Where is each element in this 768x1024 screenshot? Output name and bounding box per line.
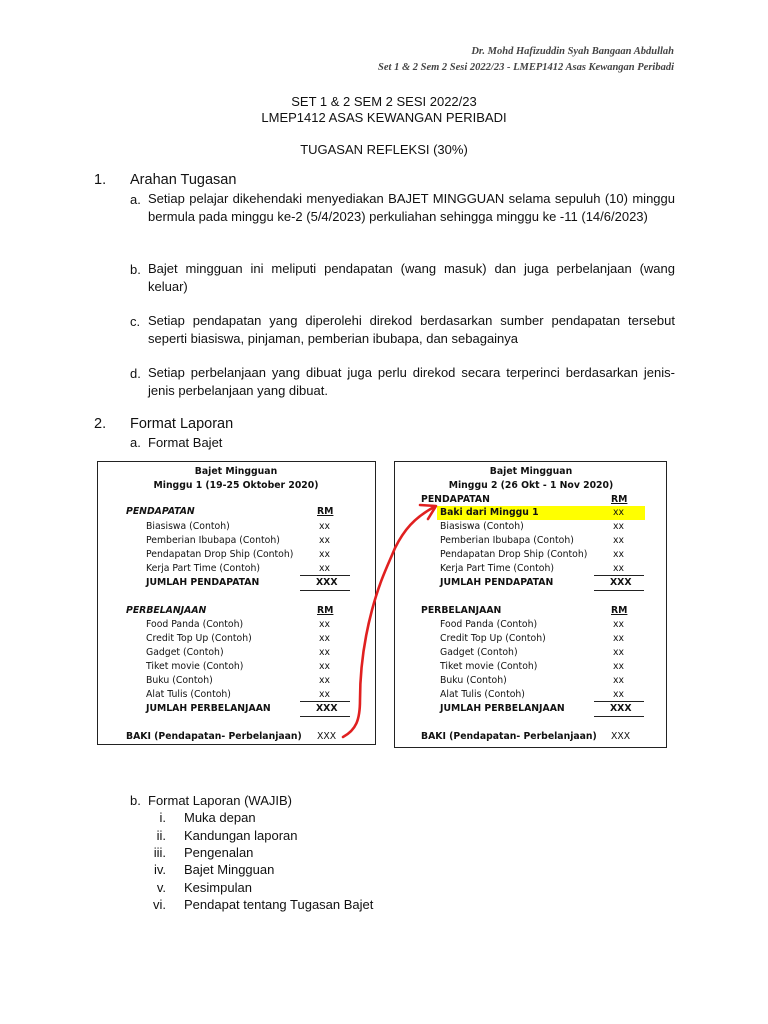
- budget2-subtitle: Minggu 2 (26 Okt - 1 Nov 2020): [448, 480, 614, 491]
- budget2-expense-value: xx: [613, 661, 625, 672]
- budget2-income-total-value: XXX: [610, 577, 632, 588]
- section2-b-letter: b.: [130, 793, 141, 808]
- budget2-expense-value: xx: [613, 619, 625, 630]
- report-item-text: Kesimpulan: [184, 880, 252, 895]
- budget1-expense-label: Tiket movie (Contoh): [146, 661, 244, 672]
- section2-number: 2.: [94, 416, 107, 432]
- section1-title: Arahan Tugasan: [130, 172, 237, 188]
- doc-title-line1: SET 1 & 2 SEM 2 SESI 2022/23: [291, 94, 477, 109]
- report-item-roman: vi.: [153, 897, 166, 912]
- budget2-expense-label: Tiket movie (Contoh): [440, 661, 538, 672]
- report-item-text: Bajet Mingguan: [184, 862, 275, 877]
- report-item-roman: v.: [156, 880, 166, 895]
- budget2-income-total-label: JUMLAH PENDAPATAN: [440, 577, 554, 588]
- budget1-expense-label: Gadget (Contoh): [146, 647, 224, 658]
- report-item-text: Pendapat tentang Tugasan Bajet: [184, 897, 374, 912]
- budget2-income-label: Pendapatan Drop Ship (Contoh): [440, 549, 588, 560]
- report-item-roman: iv.: [153, 862, 166, 877]
- budget1-balance-value: XXX: [317, 731, 337, 742]
- budget1-expense-label: Buku (Contoh): [146, 675, 213, 686]
- item-d-letter: d.: [130, 366, 141, 381]
- budget1-title: Bajet Mingguan: [194, 466, 278, 477]
- budget1-income-label: Pemberian Ibubapa (Contoh): [146, 535, 280, 546]
- budget1-income-label: Biasiswa (Contoh): [146, 521, 230, 532]
- budget2-income-label: Pemberian Ibubapa (Contoh): [440, 535, 574, 546]
- budget1-expense-total-value: XXX: [316, 703, 338, 714]
- budget1-expense-value: xx: [319, 689, 331, 700]
- section2-a-title: Format Bajet: [148, 435, 223, 450]
- budget1-expense-value: xx: [319, 647, 331, 658]
- budget2-expense-label: Food Panda (Contoh): [440, 619, 538, 630]
- budget2-expense-value: xx: [613, 633, 625, 644]
- doc-title-line3: TUGASAN REFLEKSI (30%): [300, 142, 468, 157]
- section1-number: 1.: [94, 172, 107, 188]
- item-a-letter: a.: [130, 192, 141, 207]
- item-b-text: Bajet mingguan ini meliputi pendapatan (wang masuk) dan juga perbelanjaan (wang keluar): [148, 261, 675, 294]
- budget1-income-heading: PENDAPATAN: [126, 506, 195, 517]
- budget1-income-value: xx: [319, 521, 331, 532]
- doc-title-line2: LMEP1412 ASAS KEWANGAN PERIBADI: [261, 110, 507, 125]
- report-item-roman: i.: [159, 810, 166, 825]
- budget2-income-value: xx: [613, 549, 625, 560]
- report-item-roman: iii.: [153, 845, 166, 860]
- budget1-expense-value: xx: [319, 633, 331, 644]
- budget2-expense-total-label: JUMLAH PERBELANJAAN: [440, 703, 565, 714]
- header-course-line: Set 1 & 2 Sem 2 Sesi 2022/23 - LMEP1412 Asas Kewangan Peribadi: [378, 62, 674, 73]
- budget1-expense-value: xx: [319, 619, 331, 630]
- report-item-text: Kandungan laporan: [184, 828, 298, 843]
- budget2-rm-expense: RM: [611, 605, 628, 616]
- header-author: Dr. Mohd Hafizuddin Syah Bangaan Abdullah: [471, 46, 674, 57]
- budget2-expense-heading: PERBELANJAAN: [421, 605, 502, 616]
- budget1-income-label: Kerja Part Time (Contoh): [146, 563, 260, 574]
- budget2-income-value: xx: [613, 521, 625, 532]
- budget1-expense-label: Food Panda (Contoh): [146, 619, 244, 630]
- report-item-text: Pengenalan: [184, 845, 254, 860]
- item-c-text: Setiap pendapatan yang diperolehi direkod berdasarkan sumber pendapatan tersebut seperti biasiswa, pinjaman, pemberian ibubapa, dan sebagainya: [148, 313, 675, 346]
- budget2-income-label: Kerja Part Time (Contoh): [440, 563, 554, 574]
- budget1-expense-heading: PERBELANJAAN: [126, 605, 207, 616]
- budget2-expense-value: xx: [613, 689, 625, 700]
- budget1-expense-value: xx: [319, 675, 331, 686]
- budget1-expense-label: Credit Top Up (Contoh): [146, 633, 252, 644]
- report-item-text: Muka depan: [184, 810, 256, 825]
- budget1-income-total-value: XXX: [316, 577, 338, 588]
- budget2-title: Bajet Mingguan: [489, 466, 573, 477]
- budget1-subtitle: Minggu 1 (19-25 Oktober 2020): [153, 480, 319, 491]
- budget1-expense-total-label: JUMLAH PERBELANJAAN: [146, 703, 271, 714]
- budget1-income-value: xx: [319, 563, 331, 574]
- budget2-income-value: xx: [613, 535, 625, 546]
- budget1-income-total-label: JUMLAH PENDAPATAN: [146, 577, 260, 588]
- budget2-expense-label: Credit Top Up (Contoh): [440, 633, 546, 644]
- budget1-income-value: xx: [319, 535, 331, 546]
- budget2-expense-label: Buku (Contoh): [440, 675, 507, 686]
- budget2-carry-label: Baki dari Minggu 1: [440, 507, 539, 518]
- item-a-text: Setiap pelajar dikehendaki menyediakan BAJET MINGGUAN selama sepuluh (10) minggu bermula pada minggu ke-2 (5/4/2023) perkuliahan sehingga minggu ke -11 (14/6/2023): [148, 191, 675, 224]
- item-d-text: Setiap perbelanjaan yang dibuat juga perlu direkod secara terperinci berdasarkan jenis-jenis perbelanjaan yang dibuat.: [148, 365, 675, 398]
- budget2-income-label: Biasiswa (Contoh): [440, 521, 524, 532]
- budget2-expense-label: Alat Tulis (Contoh): [440, 689, 525, 700]
- budget2-carry-value: xx: [613, 507, 625, 518]
- budget1-income-value: xx: [319, 549, 331, 560]
- budget2-expense-label: Gadget (Contoh): [440, 647, 518, 658]
- budget2-rm-income: RM: [611, 494, 628, 505]
- budget1-expense-label: Alat Tulis (Contoh): [146, 689, 231, 700]
- budget2-balance-label: BAKI (Pendapatan- Perbelanjaan): [421, 731, 597, 742]
- budget2-expense-value: xx: [613, 675, 625, 686]
- item-b-letter: b.: [130, 262, 141, 277]
- budget1-income-label: Pendapatan Drop Ship (Contoh): [146, 549, 294, 560]
- budget2-expense-total-value: XXX: [610, 703, 632, 714]
- budget2-expense-value: xx: [613, 647, 625, 658]
- section2-b-title: Format Laporan (WAJIB): [148, 793, 293, 808]
- budget2-income-heading: PENDAPATAN: [421, 494, 490, 505]
- budget1-balance-label: BAKI (Pendapatan- Perbelanjaan): [126, 731, 302, 742]
- report-item-roman: ii.: [156, 828, 166, 843]
- budget1-rm-income: RM: [317, 506, 334, 517]
- budget1-rm-expense: RM: [317, 605, 334, 616]
- budget2-balance-value: XXX: [611, 731, 631, 742]
- item-c-letter: c.: [130, 314, 141, 329]
- section2-title: Format Laporan: [130, 416, 234, 432]
- budget1-expense-value: xx: [319, 661, 331, 672]
- budget2-income-value: xx: [613, 563, 625, 574]
- section2-a-letter: a.: [130, 435, 141, 450]
